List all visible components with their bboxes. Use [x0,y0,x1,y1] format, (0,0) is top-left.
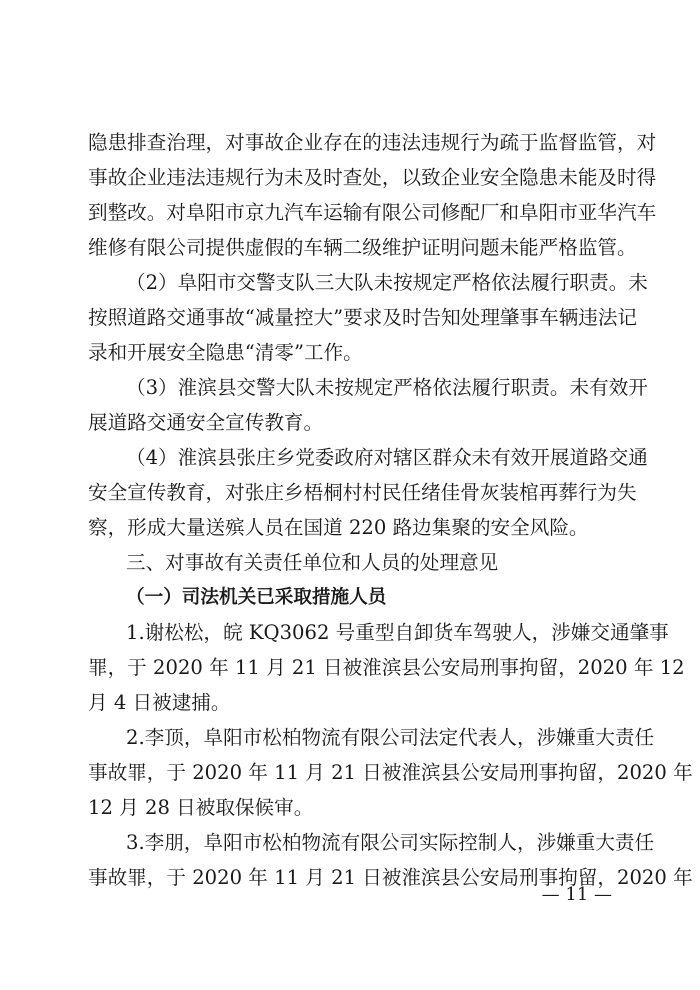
subsection-heading: （一）司法机关已采取措施人员 [126,587,387,608]
paragraph-line: （4）淮滨县张庄乡党委政府对辖区群众未有效开展道路交通 [126,446,648,469]
paragraph-line: 事故罪，于 2020 年 11 月 21 日被淮滨县公安局刑事拘留，2020 年 [88,761,693,784]
paragraph-line: 隐患排查治理，对事故企业存在的违法违规行为疏于监督监管，对 [88,131,657,154]
paragraph-line: 按照道路交通事故“减量控大”要求及时告知处理肇事车辆违法记 [88,306,638,329]
paragraph-line: 事故罪，于 2020 年 11 月 21 日被淮滨县公安局刑事拘留，2020 年 [88,866,693,889]
paragraph-line: 展道路交通安全宣传教育。 [88,411,324,434]
page-number: — 11 — [541,884,612,905]
paragraph-line: （3）淮滨县交警大队未按规定严格依法履行职责。未有效开 [126,376,648,399]
paragraph-line: 录和开展安全隐患“清零”工作。 [88,341,363,364]
paragraph-line: （2）阜阳市交警支队三大队未按规定严格依法履行职责。未 [126,271,648,294]
paragraph-line: 维修有限公司提供虚假的车辆二级维护证明问题未能严格监管。 [88,236,637,259]
paragraph-line: 月 4 日被逮捕。 [88,691,231,714]
paragraph-line: 安全宣传教育，对张庄乡梧桐村村民任绪佳骨灰装棺再葬行为失 [88,481,637,504]
paragraph-line: 3.李朋，阜阳市松柏物流有限公司实际控制人，涉嫌重大责任 [126,831,655,854]
paragraph-line: 12 月 28 日被取保候审。 [88,796,314,819]
paragraph-line: 罪，于 2020 年 11 月 21 日被淮滨县公安局刑事拘留，2020 年 12 [88,656,685,679]
paragraph-line: 2.李顶，阜阳市松柏物流有限公司法定代表人，涉嫌重大责任 [126,726,655,749]
paragraph-line: 察，形成大量送殡人员在国道 220 路边集聚的安全风险。 [88,516,589,539]
paragraph-line: 事故企业违法违规行为未及时查处，以致企业安全隐患未能及时得 [88,166,657,189]
paragraph-line: 到整改。对阜阳市京九汽车运输有限公司修配厂和阜阳市亚华汽车 [88,201,657,224]
paragraph-line: 1.谢松松，皖 KQ3062 号重型自卸货车驾驶人，涉嫌交通肇事 [126,621,669,644]
section-heading: 三、对事故有关责任单位和人员的处理意见 [126,551,499,574]
